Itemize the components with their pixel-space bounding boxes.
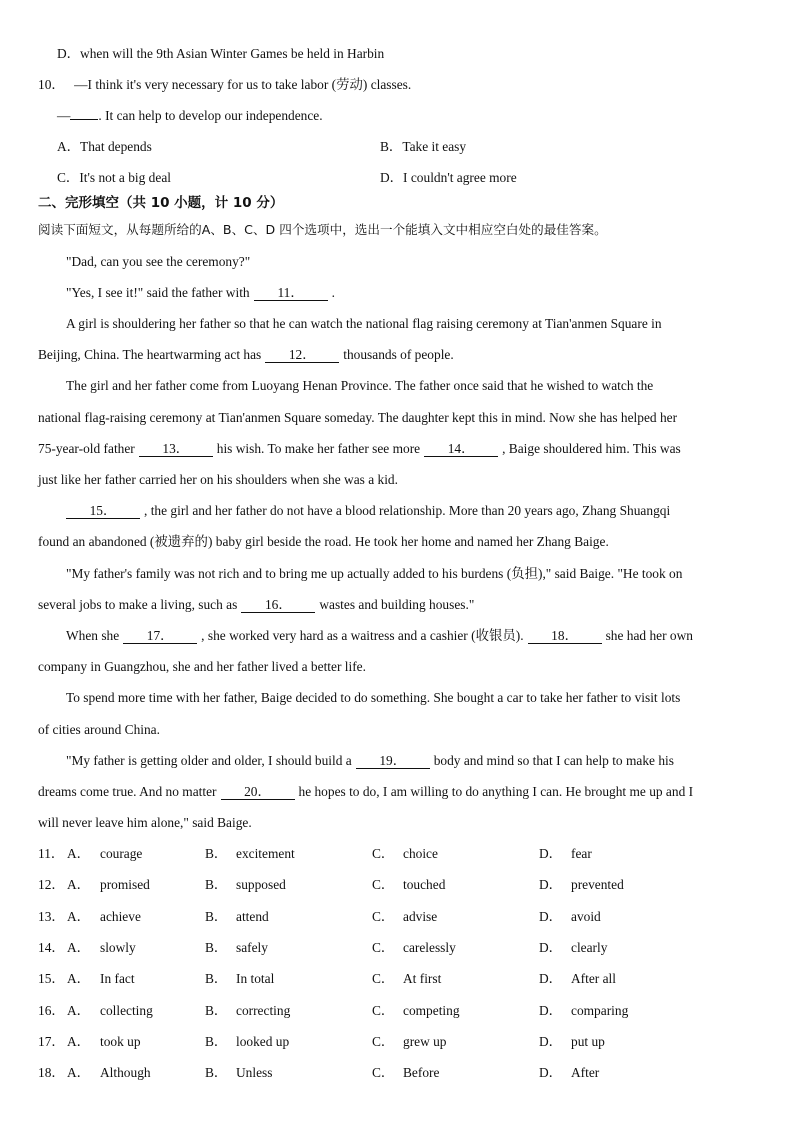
- passage-line-18: [38, 784, 693, 800]
- choice-letter-c: C．: [372, 1065, 395, 1081]
- choice-option-b: safely: [236, 939, 268, 955]
- choice-option-c: choice: [403, 846, 438, 861]
- passage-line-3: A girl is shouldering her father so that he can watch the national flag raising ceremony at Tian'anmen Square in: [66, 316, 662, 331]
- choice-letter-c: C．: [372, 939, 395, 955]
- choice-letter-b: B．: [205, 908, 228, 924]
- text: body and mind so that I can help to make his: [433, 753, 674, 768]
- passage-line-5: The girl and her father come from Luoyang Henan Province. The father once said that he wished to watch the: [66, 378, 654, 393]
- passage-line-2: [66, 285, 335, 301]
- section-heading: 二、完形填空（共 10 小题，计 10 分）: [38, 195, 284, 211]
- choice-option-d: fear: [571, 846, 592, 861]
- passage-line-14: company in Guangzhou, she and her father lived a better life.: [38, 659, 366, 674]
- blank-12: 12．: [265, 348, 339, 363]
- choice-letter-c: C．: [372, 1002, 395, 1018]
- choice-letter-a: A．: [67, 1033, 91, 1049]
- choice-letter-d: D．: [539, 1065, 563, 1081]
- q10-reply-text: . It can help to develop our independence.: [98, 108, 323, 123]
- choice-letter-a: A．: [67, 1002, 91, 1018]
- q10-blank: [70, 119, 98, 120]
- text: "My father is getting older and older, I should build a: [66, 753, 352, 768]
- text: several jobs to make a living, such as: [38, 597, 238, 612]
- choice-number: 17．: [38, 1033, 65, 1049]
- passage-line-4: [38, 347, 454, 363]
- choice-option-a: In fact: [100, 971, 135, 987]
- passage-line-6: national flag-raising ceremony at Tian'anmen Square someday. The daughter kept this in mind. Now she has helped her: [38, 410, 678, 425]
- choice-option-d: comparing: [571, 1002, 629, 1018]
- choice-option-b: correcting: [236, 1002, 291, 1018]
- text: thousands of people.: [343, 347, 454, 362]
- choice-option-c: Before: [403, 1065, 440, 1081]
- text: "Yes, I see it!" said the father with: [66, 285, 250, 300]
- choice-option-a: Although: [100, 1065, 151, 1081]
- choice-option-a: took up: [100, 1033, 141, 1049]
- q10-option-b: B．Take it easy: [380, 139, 467, 154]
- blank-19: 19．: [356, 754, 430, 769]
- choice-option-d: After: [571, 1065, 600, 1081]
- choice-number: 12．: [38, 877, 65, 893]
- choice-option-c: advise: [403, 908, 438, 924]
- text: Beijing, China. The heartwarming act has: [38, 347, 262, 362]
- text: When she: [66, 628, 120, 643]
- choice-letter-d: D．: [539, 908, 563, 924]
- choice-option-c: grew up: [403, 1033, 447, 1049]
- text: 75-year-old father: [38, 441, 135, 456]
- q10-reply-dash: —: [57, 108, 71, 123]
- choice-letter-b: B．: [205, 846, 228, 861]
- choice-number: 13．: [38, 908, 65, 924]
- choice-option-c: carelessly: [403, 939, 456, 955]
- choice-letter-b: B．: [205, 1033, 228, 1049]
- q10-stem: [38, 77, 411, 93]
- choice-option-c: At first: [403, 971, 442, 987]
- q10-option-c: C．It's not a big deal: [57, 170, 171, 185]
- choice-number: 16．: [38, 1002, 65, 1018]
- passage-line-10: found an abandoned (被遗弃的) baby girl beside the road. He took her home and named her Zhang Baige.: [38, 534, 609, 549]
- passage-line-8: just like her father carried her on his shoulders when she was a kid.: [38, 472, 398, 487]
- passage-line-16: of cities around China.: [38, 722, 160, 737]
- text: , she worked very hard as a waitress and a cashier (收银员).: [201, 628, 524, 643]
- choice-letter-d: D．: [539, 939, 563, 955]
- blank-16: 16．: [241, 598, 315, 613]
- text: dreams come true. And no matter: [38, 784, 217, 799]
- choice-option-b: In total: [236, 971, 275, 987]
- passage-line-13: [66, 628, 693, 644]
- text: , Baige shouldered him. This was: [502, 441, 681, 456]
- blank-15: 15．: [66, 504, 140, 519]
- choice-letter-a: A．: [67, 908, 91, 924]
- choice-letter-a: A．: [67, 877, 91, 893]
- passage-line-1: "Dad, can you see the ceremony?": [66, 254, 251, 269]
- text: , the girl and her father do not have a blood relationship. More than 20 years ago, Zhang Shuangqi: [144, 503, 671, 518]
- passage-line-15: To spend more time with her father, Baige decided to do something. She bought a car to take her father to visit lots: [66, 690, 681, 705]
- choice-letter-a: A．: [67, 1065, 91, 1081]
- text: he hopes to do, I am willing to do anything I can. He brought me up and I: [298, 784, 694, 799]
- choice-letter-c: C．: [372, 1033, 395, 1049]
- blank-18: 18．: [528, 629, 602, 644]
- choice-letter-a: A．: [67, 971, 91, 987]
- choice-option-b: looked up: [236, 1033, 290, 1049]
- choice-letter-b: B．: [205, 877, 228, 893]
- choice-number: 14．: [38, 939, 65, 955]
- text: his wish. To make her father see more: [216, 441, 421, 456]
- choice-letter-b: B．: [205, 971, 228, 987]
- q10-stem-text: —I think it's very necessary for us to take labor (劳动) classes.: [74, 77, 412, 92]
- choice-option-d: After all: [571, 971, 616, 987]
- q9-option-d: D．when will the 9th Asian Winter Games be held in Harbin: [57, 46, 385, 61]
- choice-option-b: supposed: [236, 877, 286, 893]
- q10-option-d: D．I couldn't agree more: [380, 170, 517, 185]
- choice-option-c: touched: [403, 877, 446, 893]
- choice-option-b: attend: [236, 908, 269, 924]
- blank-13: 13．: [139, 442, 213, 457]
- passage-line-17: [66, 753, 674, 769]
- q10-number: 10．: [38, 77, 65, 92]
- choice-option-d: clearly: [571, 939, 608, 955]
- choice-letter-d: D．: [539, 1033, 563, 1049]
- choice-letter-d: D．: [539, 971, 563, 987]
- passage-line-19: will never leave him alone," said Baige.: [38, 815, 252, 830]
- blank-17: 17．: [123, 629, 197, 644]
- q10-option-a: A．That depends: [57, 139, 152, 154]
- choice-option-c: competing: [403, 1002, 460, 1018]
- choice-option-a: achieve: [100, 908, 141, 924]
- choice-letter-b: B．: [205, 1002, 228, 1018]
- passage-line-11: "My father's family was not rich and to bring me up actually added to his burdens (负担)," said Baige. "He took on: [66, 566, 683, 581]
- choice-letter-b: B．: [205, 939, 228, 955]
- choice-option-a: collecting: [100, 1002, 153, 1018]
- choice-letter-c: C．: [372, 846, 395, 861]
- choice-letter-a: A．: [67, 939, 91, 955]
- choice-option-a: courage: [100, 846, 143, 861]
- choice-letter-d: D．: [539, 877, 563, 893]
- choice-option-d: put up: [571, 1033, 605, 1049]
- choice-letter-d: D．: [539, 1002, 563, 1018]
- passage-line-9: [62, 503, 670, 519]
- section-instruction: 阅读下面短文，从每题所给的A、B、C、D 四个选项中，选出一个能填入文中相应空白处的最佳答案。: [38, 222, 607, 237]
- choice-letter-a: A．: [67, 846, 91, 861]
- text: wastes and building houses.": [319, 597, 475, 612]
- choice-number: 11．: [38, 846, 65, 861]
- blank-14: 14．: [424, 442, 498, 457]
- choice-option-d: avoid: [571, 908, 601, 924]
- choice-letter-c: C．: [372, 877, 395, 893]
- choice-option-d: prevented: [571, 877, 624, 893]
- passage-line-12: [38, 597, 474, 613]
- text: .: [331, 285, 335, 300]
- passage-line-7: [38, 441, 681, 457]
- blank-20: 20．: [221, 785, 295, 800]
- blank-11: 11．: [254, 286, 328, 301]
- choice-number: 18．: [38, 1065, 65, 1081]
- q10-reply: [57, 108, 323, 124]
- choice-letter-c: C．: [372, 971, 395, 987]
- choice-letter-b: B．: [205, 1065, 228, 1081]
- choice-option-a: slowly: [100, 939, 136, 955]
- text: she had her own: [605, 628, 693, 643]
- choice-letter-d: D．: [539, 846, 563, 861]
- choice-number: 15．: [38, 971, 65, 987]
- choice-option-b: excitement: [236, 846, 295, 861]
- choice-option-a: promised: [100, 877, 150, 893]
- choice-letter-c: C．: [372, 908, 395, 924]
- choice-option-b: Unless: [236, 1065, 273, 1081]
